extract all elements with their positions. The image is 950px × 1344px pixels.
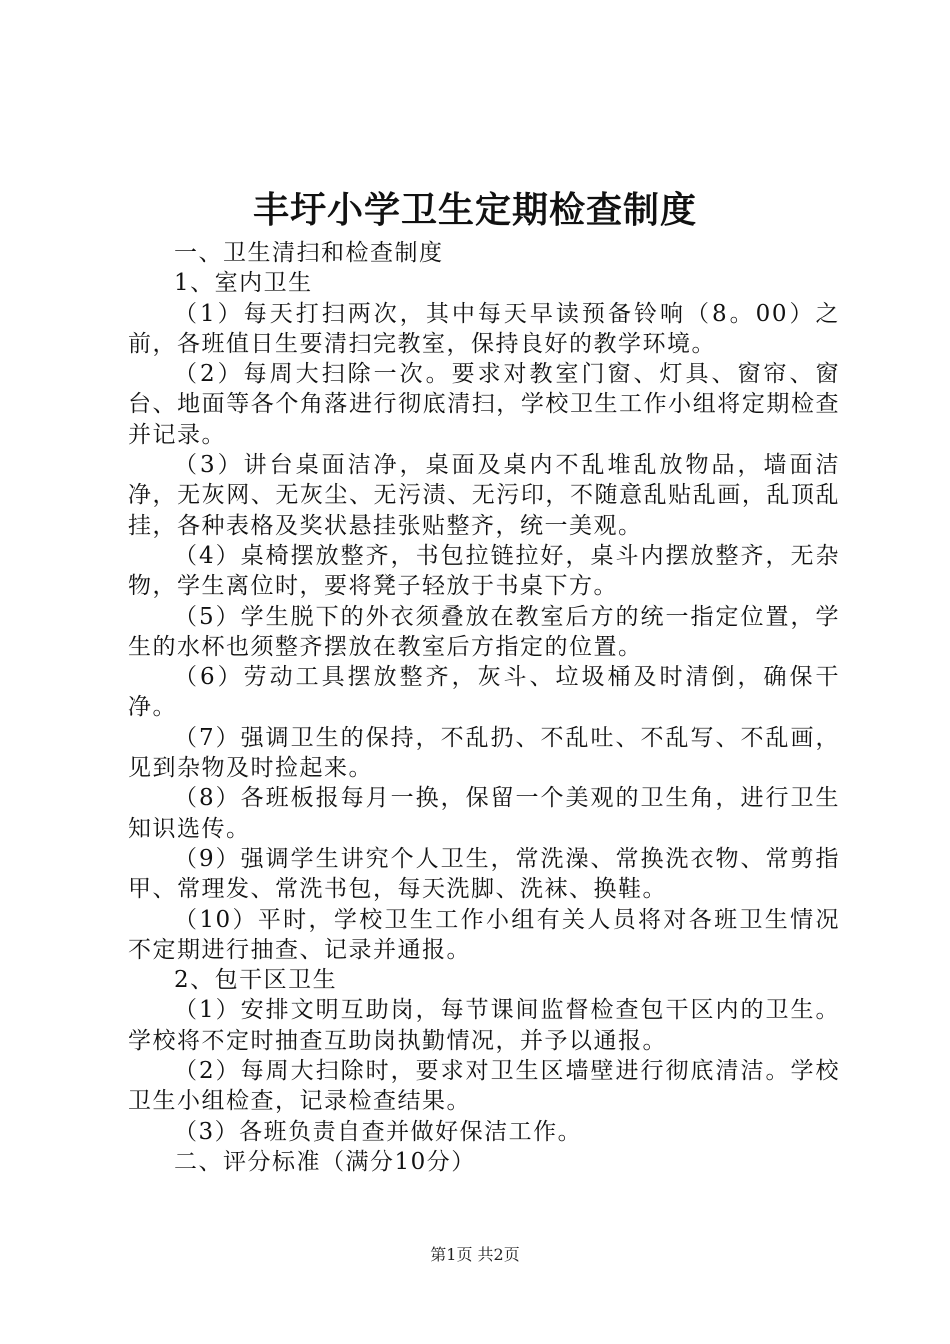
- paragraph: （4）桌椅摆放整齐，书包拉链拉好，桌斗内摆放整齐，无杂物，学生离位时，要将凳子轻放于书桌下方。: [128, 542, 840, 600]
- paragraph: （2）每周大扫除时，要求对卫生区墙壁进行彻底清洁。学校卫生小组检查，记录检查结果。: [128, 1058, 840, 1115]
- paragraph: （1）每天打扫两次，其中每天早读预备铃响（8。00）之前，各班值日生要清扫完教室，保持良好的教学环境。: [128, 300, 840, 357]
- paragraph: （8）各班板报每月一换，保留一个美观的卫生角，进行卫生知识选传。: [128, 785, 840, 842]
- paragraph: （1）安排文明互助岗，每节课间监督检查包干区内的卫生。学校将不定时抽查互助岗执勤情况，并予以通报。: [128, 997, 840, 1054]
- document-body: [128, 238, 840, 1177]
- section-heading: 一、卫生清扫和检查制度: [174, 240, 444, 266]
- page-footer: 第1页 共2页: [430, 1245, 520, 1264]
- subsection-heading: 1、室内卫生: [174, 270, 313, 297]
- paragraph: （9）强调学生讲究个人卫生，常洗澡、常换洗衣物、常剪指甲、常理发、常洗书包，每天洗脚、洗袜、换鞋。: [128, 845, 840, 903]
- document-title: 丰圩小学卫生定期检查制度: [252, 189, 697, 231]
- section-heading: 二、评分标准（满分10分）: [174, 1148, 476, 1175]
- paragraph: （2）每周大扫除一次。要求对教室门窗、灯具、窗帘、窗台、地面等各个角落进行彻底清扫，学校卫生工作小组将定期检查并记录。: [128, 361, 840, 448]
- paragraph: （6）劳动工具摆放整齐，灰斗、垃圾桶及时清倒，确保干净。: [128, 664, 840, 721]
- paragraph: （3）讲台桌面洁净，桌面及桌内不乱堆乱放物品，墙面洁净，无灰网、无灰尘、无污渍、无污印，不随意乱贴乱画，乱顶乱挂，各种表格及奖状悬挂张贴整齐，统一美观。: [128, 452, 840, 539]
- paragraph: （3）各班负责自查并做好保洁工作。: [174, 1118, 583, 1145]
- paragraph: （10）平时，学校卫生工作小组有关人员将对各班卫生情况不定期进行抽查、记录并通报。: [128, 906, 840, 963]
- paragraph: （7）强调卫生的保持，不乱扔、不乱吐、不乱写、不乱画，见到杂物及时捡起来。: [128, 724, 840, 782]
- subsection-heading: 2、包干区卫生: [174, 967, 338, 994]
- paragraph: （5）学生脱下的外衣须叠放在教室后方的统一指定位置，学生的水杯也须整齐摆放在教室后方指定的位置。: [128, 603, 840, 660]
